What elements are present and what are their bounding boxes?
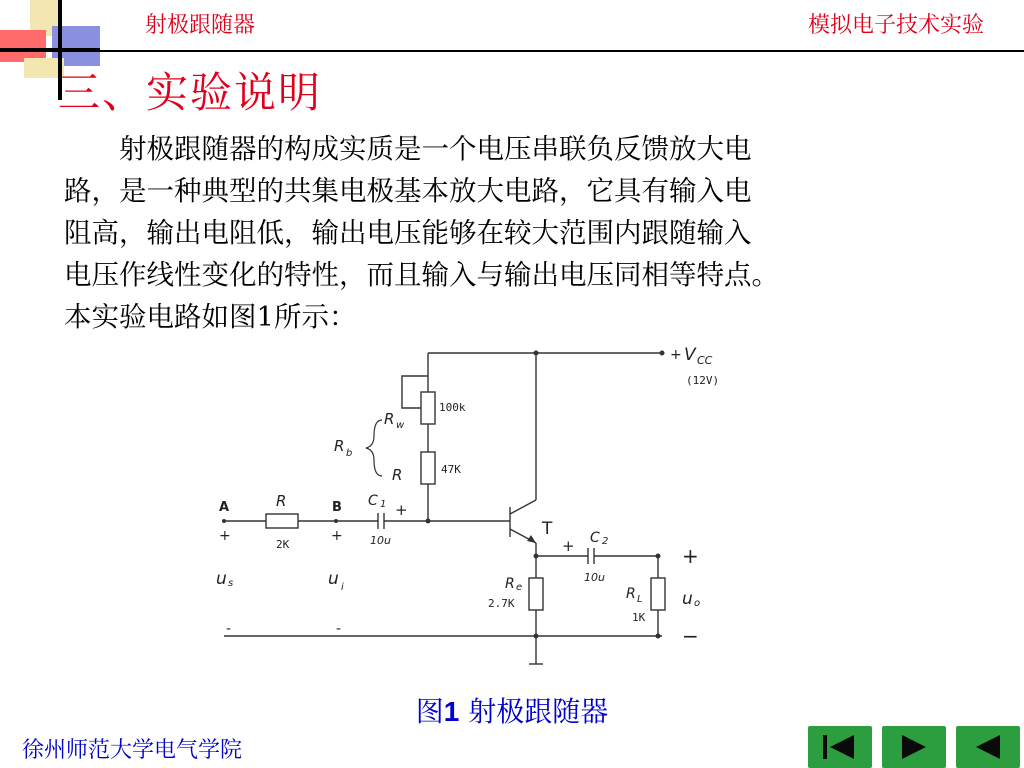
vcc-subscript: CC [697,354,713,367]
previous-slide-button[interactable] [956,726,1020,768]
circuit-diagram [200,340,760,680]
uo-label: u [682,589,693,609]
c2-subscript: 2 [602,536,609,547]
transistor-label: T [542,519,553,539]
ui-subscript: i [341,582,344,593]
c1-value: 10u [370,534,391,547]
caption-number: 1 [443,696,460,727]
c1-plus: + [395,501,408,519]
c1-label: C [368,493,378,509]
output-plus: + [682,544,699,568]
rl-subscript: L [637,594,643,605]
first-slide-icon [808,726,872,768]
header-left-title: 射极跟随器 [145,13,256,38]
vcc-plus: + [670,347,682,363]
ui-label: u [328,569,339,589]
c1-subscript: 1 [380,499,387,510]
vcc-label: V [684,345,696,365]
rl-label: R [626,586,636,602]
first-slide-button[interactable] [808,726,872,768]
r-value: 47K [441,463,461,476]
re-subscript: e [516,582,523,593]
input-b-plus: + [331,528,343,544]
re-value: 2.7K [488,597,515,610]
r-label: R [392,466,403,484]
c2-value: 10u [584,571,605,584]
us-subscript: s [228,578,234,589]
body-line: 阻高，输出电阻低，输出电压能够在较大范围内跟随输入 [64,217,752,249]
rl-value: 1K [632,611,646,624]
body-line: 路，是一种典型的共集电极基本放大电路，它具有输入电 [64,175,752,207]
section-title: 三、实验说明 [58,68,323,117]
rs-label: R [276,492,287,510]
header-right-title: 模拟电子技术实验 [807,13,984,38]
rw-value: 100k [439,401,466,414]
input-a-minus: - [226,621,232,637]
c2-plus: + [562,537,575,555]
body-line: 电压作线性变化的特性，而且输入与输出电压同相等特点。 [64,259,779,291]
vcc-value: (12V) [686,374,720,387]
next-slide-button[interactable] [882,726,946,768]
footer-school: 徐州师范大学电气学院 [22,738,243,763]
node-a-label: A [219,500,230,515]
rb-label: R [334,437,345,455]
header-divider [60,50,1024,52]
us-label: u [216,569,227,589]
node-b-label: B [332,500,342,515]
body-line: 本实验电路如图1所示： [64,301,357,333]
c2-label: C [590,530,600,546]
body-paragraph [64,128,944,338]
rs-value: 2K [276,538,290,551]
uo-subscript: o [694,598,701,609]
rw-subscript: w [396,420,405,431]
figure-caption [0,690,1024,730]
input-b-minus: - [336,621,342,637]
caption-text: 射极跟随器 [459,695,609,728]
re-label: R [505,576,515,592]
output-minus: − [682,624,699,648]
rb-subscript: b [346,448,353,459]
input-a-plus: + [219,528,231,544]
caption-prefix: 图 [415,695,444,728]
rw-label: R [384,410,395,428]
play-previous-icon [956,726,1020,768]
play-next-icon [882,726,946,768]
body-line: 射极跟随器的构成实质是一个电压串联负反馈放大电 [64,133,752,165]
